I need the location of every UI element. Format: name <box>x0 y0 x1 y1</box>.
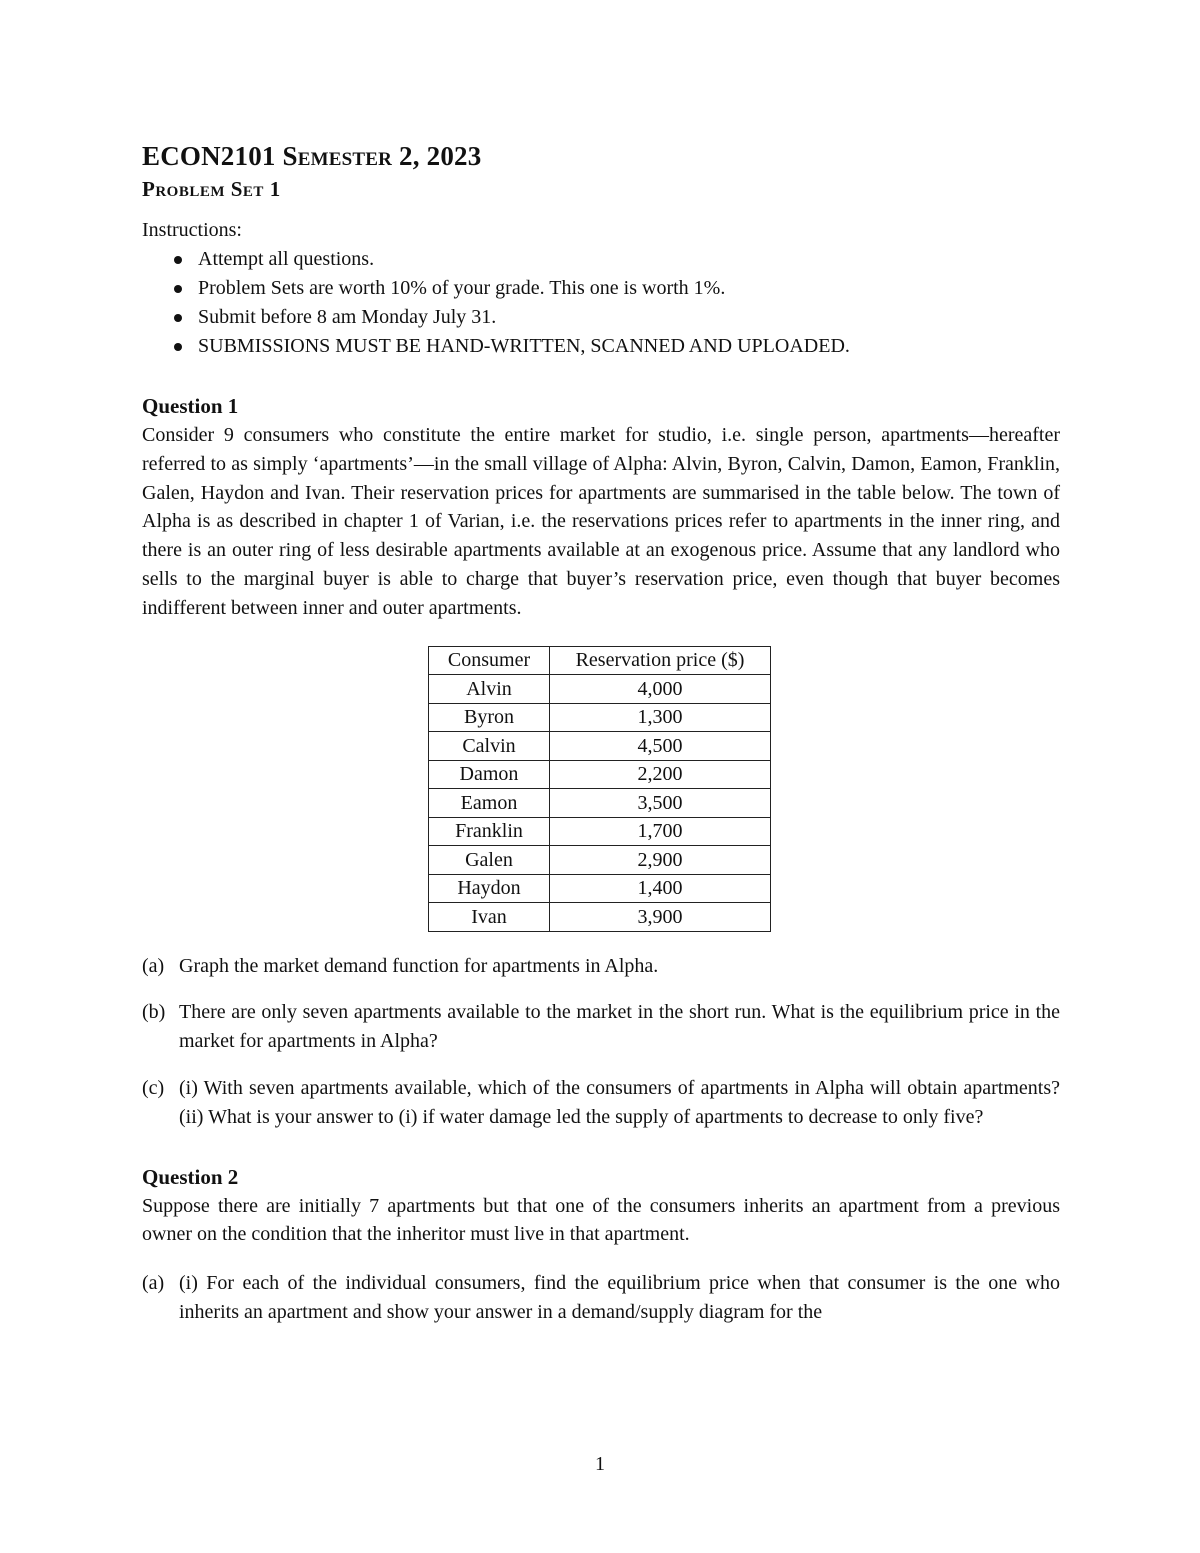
bullet-icon <box>174 343 182 351</box>
bullet-icon <box>174 256 182 264</box>
consumer-cell: Galen <box>429 846 550 875</box>
part-label: (b) <box>142 1001 166 1024</box>
part-label: (a) <box>142 1272 165 1295</box>
price-cell: 3,500 <box>550 789 771 818</box>
table-row <box>429 846 771 875</box>
document-subtitle: Problem Set 1 <box>142 177 281 201</box>
consumer-cell: Alvin <box>429 675 550 704</box>
table-row <box>429 903 771 932</box>
consumer-cell: Calvin <box>429 732 550 761</box>
table-row <box>429 675 771 704</box>
instruction-item: Attempt all questions. <box>174 245 1060 274</box>
bullet-icon <box>174 285 182 293</box>
question-part <box>142 1269 1060 1327</box>
consumer-cell: Byron <box>429 703 550 732</box>
table-row <box>429 789 771 818</box>
instruction-item: Problem Sets are worth 10% of your grade. This one is worth 1%. <box>174 274 1060 303</box>
price-cell: 2,200 <box>550 760 771 789</box>
instructions-label: Instructions: <box>142 219 242 241</box>
consumer-cell: Haydon <box>429 874 550 903</box>
price-cell: 4,500 <box>550 732 771 761</box>
reservation-price-table <box>428 646 771 932</box>
consumer-cell: Ivan <box>429 903 550 932</box>
document-page <box>142 138 1060 1345</box>
bullet-icon <box>174 314 182 322</box>
price-cell: 3,900 <box>550 903 771 932</box>
question-part <box>142 998 1060 1056</box>
consumer-cell: Eamon <box>429 789 550 818</box>
question-2-heading: Question 2 <box>142 1164 239 1189</box>
instruction-item: Submit before 8 am Monday July 31. <box>174 303 1060 332</box>
instruction-item: SUBMISSIONS MUST BE HAND-WRITTEN, SCANNED AND UPLOADED. <box>174 332 1060 361</box>
document-title: ECON2101 Semester 2, 2023 <box>142 141 482 171</box>
part-text: (i) For each of the individual consumers, find the equilibrium price when that consumer is the one who inherits an apartment and show your answer in a demand/supply diagram for the <box>179 1272 1060 1323</box>
question-part <box>142 1074 1060 1132</box>
price-cell: 2,900 <box>550 846 771 875</box>
part-label: (a) <box>142 954 165 977</box>
part-text: Graph the market demand function for apartments in Alpha. <box>179 954 659 977</box>
column-header-price: Reservation price ($) <box>550 646 771 675</box>
question-1-heading: Question 1 <box>142 394 239 418</box>
table-row <box>429 874 771 903</box>
price-cell: 1,700 <box>550 817 771 846</box>
instructions-list <box>142 245 1060 361</box>
question-part <box>142 952 1060 981</box>
table-header-row <box>429 646 771 675</box>
price-cell: 1,300 <box>550 703 771 732</box>
page-number: 1 <box>595 1453 605 1475</box>
price-cell: 4,000 <box>550 675 771 704</box>
table-row <box>429 817 771 846</box>
table-row <box>429 760 771 789</box>
question-1-body: Consider 9 consumers who constitute the entire market for studio, i.e. single person, apartments—hereafter referred to as simply ‘apartments’—in the small village of Alpha: Alvin, Byron, Calvin, Damon, Eamon, Franklin, Galen, Haydon and Ivan. Their reservation prices for apartments are summarised in the table below. The town of Alpha is as described in chapter 1 of Varian, i.e. the reservations prices refer to apartments in the inner ring, and there is an outer ring of less desirable apartments available at an exogenous price. Assume that any landlord who sells to the marginal buyer is able to charge that buyer’s reservation price, even though that buyer becomes indifferent between inner and outer apartments. <box>142 424 1060 619</box>
table-row <box>429 703 771 732</box>
part-text: There are only seven apartments available to the market in the short run. What is the equilibrium price in the market for apartments in Alpha? <box>179 1001 1060 1053</box>
question-2-parts <box>142 1269 1060 1327</box>
table-row <box>429 732 771 761</box>
question-2-body: Suppose there are initially 7 apartments but that one of the consumers inherits an apartment from a previous owner on the condition that the inheritor must live in that apartment. <box>142 1194 1060 1246</box>
price-cell: 1,400 <box>550 874 771 903</box>
part-text: (i) With seven apartments available, which of the consumers of apartments in Alpha will obtain apartments? (ii) What is your answer to (i) if water damage led the supply of apartments to decrease to only five? <box>179 1076 1060 1128</box>
column-header-consumer: Consumer <box>429 646 550 675</box>
consumer-cell: Damon <box>429 760 550 789</box>
part-label: (c) <box>142 1076 165 1099</box>
question-1-parts <box>142 952 1060 1132</box>
consumer-cell: Franklin <box>429 817 550 846</box>
